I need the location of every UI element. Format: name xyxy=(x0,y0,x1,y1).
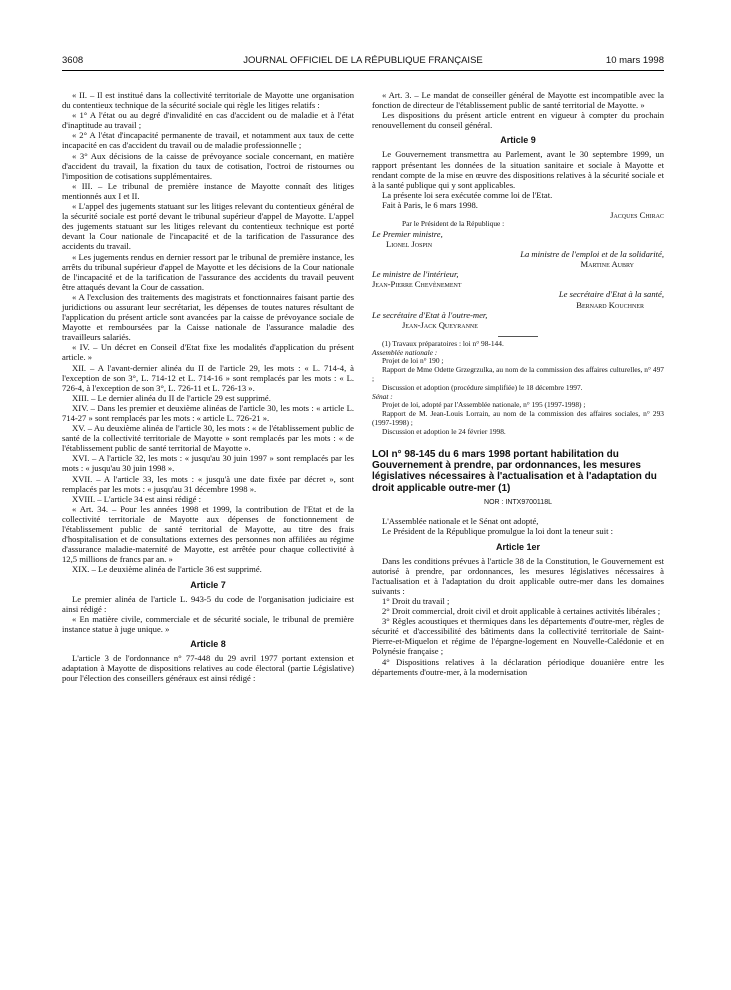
paragraph: « Les jugements rendus en dernier ressort par le tribunal de première instance, les arrêts du tribunal supérieur d'appel de Mayotte et les décisions de la Cour nationale de l'incapacité et de la tarification de l'assurance des accidents du travail peuvent être attaqués devant la Cour de cassation. xyxy=(62,251,354,292)
signature-president: Jacques Chirac xyxy=(610,210,664,221)
paragraph: Fait à Paris, le 6 mars 1998. xyxy=(382,199,478,210)
signature-title: Le secrétaire d'Etat à l'outre-mer, xyxy=(372,309,488,320)
nor-reference: NOR : INTX9700118L xyxy=(484,499,552,507)
article-heading: Article 9 xyxy=(500,135,536,146)
paragraph: XV. – Au deuxième alinéa de l'article 30, les mots : « de l'établissement public de santé de la collectivité territoriale de Mayotte » sont remplacés par les mots : « de l'établissement public de santé territorial de Mayotte ». xyxy=(62,423,354,454)
signature-name: Martine Aubry xyxy=(580,259,634,270)
paragraph: « 2° A l'état d'incapacité permanente de travail, et notamment aux taux de cette incapacité en cas d'accident du travail ou de maladie professionnelle ; xyxy=(62,130,354,151)
paragraph: XII. – A l'avant-dernier alinéa du II de l'article 29, les mots : « L. 714-4, à l'exception de son 3°, L. 714-12 et L. 714-16 » sont remplacés par les mots : « L. 726-4, à l'exception de son 3°, L. 726-11 et L. 726-13 ». xyxy=(62,362,354,393)
paragraph: « II. – Il est institué dans la collectivité territoriale de Mayotte une organisation du contentieux technique de la sécurité sociale qui règle les litiges relatifs : xyxy=(62,90,354,111)
signature-name: Lionel Jospin xyxy=(386,239,433,250)
paragraph: XIX. – Le deuxième alinéa de l'article 36 est supprimé. xyxy=(72,564,262,575)
right-column xyxy=(372,90,664,677)
paragraph: « Art. 34. – Pour les années 1998 et 1999, la contribution de l'Etat et de la collectivité territoriale de Mayotte aux dépenses de fonctionnement de l'établissement public de santé territorial de Mayotte, au titre des frais d'hospitalisation et de consultations externes des personnes non affiliées au régime d'assurance maladie-maternité de Mayotte, est arrêtée pour chaque collectivité à 12,5 millions de francs par an. » xyxy=(62,503,354,565)
signature-intro: Par le Président de la République : xyxy=(402,219,505,229)
header-rule xyxy=(62,70,664,71)
signature-title: La ministre de l'emploi et de la solidarité, xyxy=(520,249,664,260)
paragraph: « A l'exclusion des traitements des magistrats et fonctionnaires faisant partie des juridictions ou assurant leur secrétariat, les dépenses de toutes natures résultant de l'application du présent article sont avancées par la caisse de prévoyance sociale de Mayotte et remboursées par la Caisse nationale de l'assurance maladie des travailleurs salariés. xyxy=(62,291,354,343)
footnote: Projet de loi, adopté par l'Assemblée nationale, n° 195 (1997-1998) ; xyxy=(382,400,586,410)
footnote: Rapport de Mme Odette Grzegrzulka, au nom de la commission des affaires culturelles, n° 497 ; xyxy=(372,365,664,384)
paragraph: XIV. – Dans les premier et deuxième alinéas de l'article 30, les mots : « article L. 714-27 » sont remplacés par les mots : « article L. 726-21 ». xyxy=(62,402,354,423)
paragraph: La présente loi sera exécutée comme loi de l'Etat. xyxy=(382,189,553,200)
law-title: LOI n° 98-145 du 6 mars 1998 portant habilitation du Gouvernement à prendre, par ordonnances, les mesures législatives nécessaires à l'actualisation et à l'adaptation du droit applicable outre-mer (1) xyxy=(372,448,657,494)
paragraph: Le premier alinéa de l'article L. 943-5 du code de l'organisation judiciaire est ainsi rédigé : xyxy=(62,593,354,614)
footnote: Assemblée nationale : xyxy=(372,347,438,357)
signature-title: Le Premier ministre, xyxy=(372,228,443,239)
page-header xyxy=(62,55,664,69)
paragraph: XVIII. – L'article 34 est ainsi rédigé : xyxy=(72,493,201,504)
footnote: Discussion et adoption le 24 février 1998. xyxy=(382,426,506,436)
issue-date: 10 mars 1998 xyxy=(605,55,664,66)
footnotes xyxy=(372,340,664,437)
footnote: Rapport de M. Jean-Louis Lorrain, au nom de la commission des affaires sociales, n° 293 (1997-1998) ; xyxy=(372,409,664,428)
paragraph: 2° Droit commercial, droit civil et droit applicable à certaines activités libérales ; xyxy=(382,606,661,617)
paragraph: L'article 3 de l'ordonnance n° 77-448 du 29 avril 1977 portant extension et adaptation à Mayotte de dispositions relatives au code électoral (partie Législative) pour l'élection des conseillers généraux est ainsi rédigé : xyxy=(62,653,354,684)
paragraph: Le Président de la République promulgue la loi dont la teneur suit : xyxy=(382,526,614,537)
paragraph: « 1° A l'état ou au degré d'invalidité en cas d'accident ou de maladie et à l'état d'inaptitude au travail ; xyxy=(62,110,354,131)
footnote: Sénat : xyxy=(372,391,393,401)
paragraph: Dans les conditions prévues à l'article 38 de la Constitution, le Gouvernement est autorisé à prendre, par ordonnances, les mesures législatives nécessaires à l'actualisation et à l'adaptation du droit applicable outre-mer dans les domaines suivants : xyxy=(372,555,664,596)
paragraph: « L'appel des jugements statuant sur les litiges relevant du contentieux général de la sécurité sociale est porté devant le tribunal supérieur d'appel de Mayotte. L'appel des jugements statuant sur les litiges relevant du contentieux technique est porté devant la Cour nationale de l'incapacité et de la tarification de l'assurance des accidents du travail. xyxy=(62,201,354,252)
footnote: (1) Travaux préparatoires : loi n° 98-144. xyxy=(382,338,504,348)
signature-name: Bernard Kouchner xyxy=(576,299,644,310)
article-heading: Article 7 xyxy=(190,579,226,590)
paragraph: XVI. – A l'article 32, les mots : « jusqu'au 30 juin 1997 » sont remplacés par les mots : « jusqu'au 30 juin 1998 ». xyxy=(62,453,354,474)
paragraph: Le Gouvernement transmettra au Parlement, avant le 30 septembre 1999, un rapport présentant les données de la situation sanitaire et sociale à Mayotte et rendant compte de la mise en œuvre des dispositions relatives à la sécurité sociale et à la santé publique qui y sont applicables. xyxy=(372,149,664,190)
paragraph: 4° Dispositions relatives à la déclaration périodique douanière entre les départements d'outre-mer, à la modernisation xyxy=(372,656,664,677)
paragraph: « Art. 3. – Le mandat de conseiller général de Mayotte est incompatible avec la fonction de directeur de l'établissement public de santé territorial de Mayotte. » xyxy=(372,90,664,111)
signature-title: Le ministre de l'intérieur, xyxy=(372,269,459,280)
signature-title: Le secrétaire d'Etat à la santé, xyxy=(558,289,664,300)
signature-name: Jean-Jack Queyranne xyxy=(402,319,478,330)
paragraph: Les dispositions du présent article entrent en vigueur à compter du prochain renouvellement du conseil général. xyxy=(372,110,664,131)
article-heading: Article 8 xyxy=(190,638,226,649)
footnote: Projet de loi n° 190 ; xyxy=(382,356,444,366)
article-heading: Article 1er xyxy=(495,541,541,552)
paragraph: « En matière civile, commerciale et de sécurité sociale, le tribunal de première instance statue à juge unique. » xyxy=(62,613,354,634)
signature-name: Jean-Pierre Chevènement xyxy=(372,279,462,290)
paragraph: « III. – Le tribunal de première instance de Mayotte connaît des litiges mentionnés aux I et II. xyxy=(62,180,354,201)
paragraph: XVII. – A l'article 33, les mots : « jusqu'à une date fixée par décret », sont remplacés par les mots : « jusqu'au 31 décembre 1998 ». xyxy=(62,473,354,494)
journal-title: JOURNAL OFFICIEL DE LA RÉPUBLIQUE FRANÇAISE xyxy=(243,55,483,66)
paragraph: L'Assemblée nationale et le Sénat ont adopté, xyxy=(382,516,539,527)
paragraph: « IV. – Un décret en Conseil d'Etat fixe les modalités d'application du présent article. » xyxy=(62,342,354,363)
paragraph: « 3° Aux décisions de la caisse de prévoyance sociale concernant, en matière d'accident du travail, la fixation du taux de cotisation, l'octroi de ristournes ou l'imposition de cotisations supplémentaires. xyxy=(62,150,354,181)
left-column xyxy=(62,90,354,683)
paragraph: 1° Droit du travail ; xyxy=(382,596,450,606)
page-number: 3608 xyxy=(62,55,84,66)
paragraph: XIII. – Le dernier alinéa du II de l'article 29 est supprimé. xyxy=(72,392,271,403)
footnote-separator xyxy=(498,336,538,337)
footnote: Discussion et adoption (procédure simplifiée) le 18 décembre 1997. xyxy=(382,382,583,392)
paragraph: 3° Règles acoustiques et thermiques dans les départements d'outre-mer, règles de sécurité et d'accessibilité des bâtiments dans la collectivité territoriale de Saint-Pierre-et-Miquelon et régime de l'épargne-logement en Nouvelle-Calédonie et en Polynésie française ; xyxy=(372,616,664,657)
